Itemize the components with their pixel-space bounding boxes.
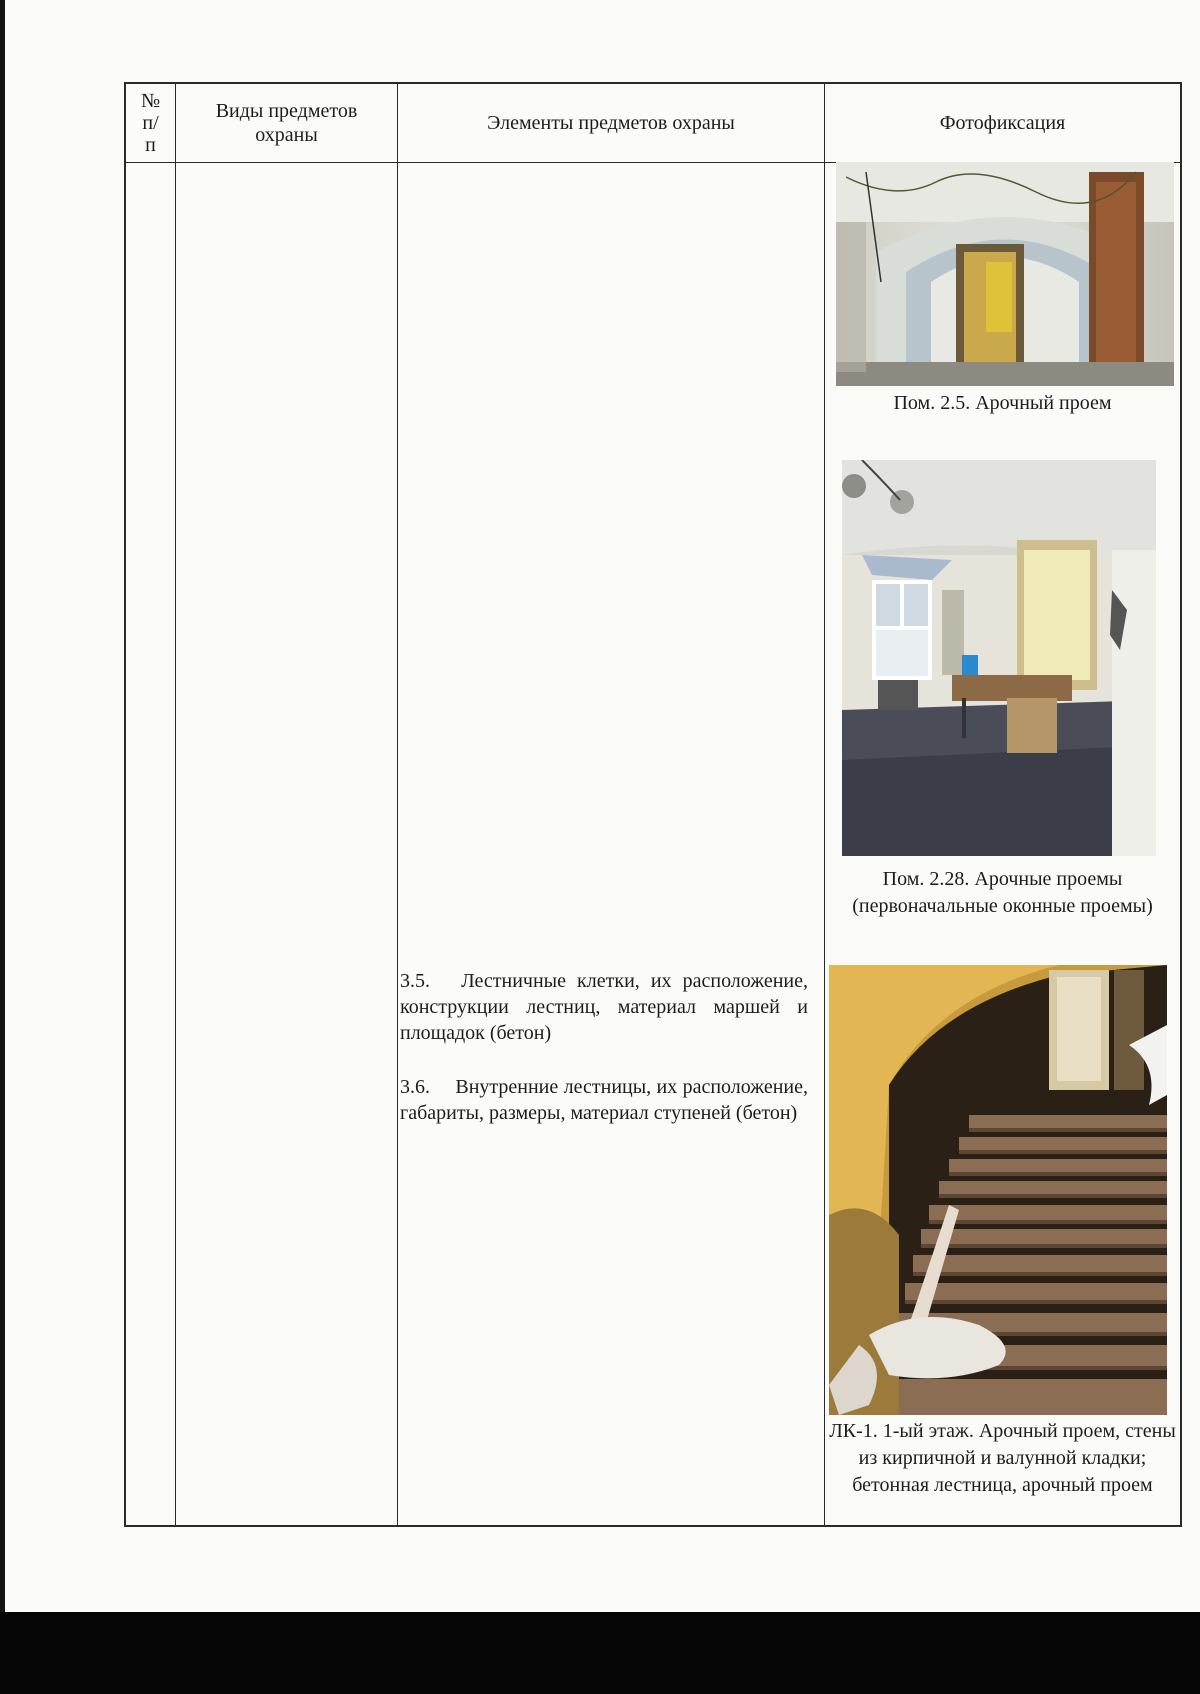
paragraph-number: 3.6. <box>400 1076 456 1098</box>
column-divider-2 <box>397 82 398 1527</box>
photo-room-2-28-arches <box>842 460 1156 856</box>
scan-left-edge <box>0 0 5 1694</box>
header-photo-cell <box>825 84 1180 162</box>
photo-room-2-5-arch <box>836 162 1174 386</box>
protection-items-table <box>124 82 1182 1527</box>
paragraph-text: Лестничные клетки, их расположение, конструкции лестниц, материал маршей и площадок (бетон) <box>400 970 809 1044</box>
header-number-line-3: п <box>145 134 156 156</box>
table-bottom-border <box>124 1525 1182 1527</box>
table-left-border <box>124 82 126 1527</box>
header-number-line-2: п/ <box>142 112 159 134</box>
header-elements-label: Элементы предметов охраны <box>487 112 735 134</box>
scan-bottom-edge <box>0 1612 1200 1694</box>
header-elements-cell <box>398 84 824 162</box>
photo-caption-3: ЛК-1. 1-ый этаж. Арочный проем, стены из кирпичной и валунной кладки; бетонная лестница, арочный проем <box>829 1420 1176 1496</box>
header-number-cell <box>126 84 175 162</box>
column-divider-3 <box>824 82 825 1527</box>
header-types-cell <box>176 84 397 162</box>
element-paragraph-3-5 <box>400 968 808 1046</box>
photo-caption-2: Пом. 2.28. Арочные проемы (первоначальные оконные проемы) <box>852 868 1153 917</box>
element-paragraph-3-6 <box>400 1074 808 1126</box>
photo-caption-1: Пом. 2.5. Арочный проем <box>893 392 1112 414</box>
column-divider-1 <box>175 82 176 1527</box>
header-types-label: Виды предметов охраны <box>215 100 358 146</box>
photo-stairwell-lk1 <box>829 965 1167 1415</box>
table-right-border <box>1180 82 1182 1527</box>
header-number-line-1: № <box>140 90 161 112</box>
paragraph-text: Внутренние лестницы, их расположение, габариты, размеры, материал ступеней (бетон) <box>400 1076 808 1124</box>
header-photo-label: Фотофиксация <box>939 112 1066 134</box>
paragraph-number: 3.5. <box>400 970 462 992</box>
